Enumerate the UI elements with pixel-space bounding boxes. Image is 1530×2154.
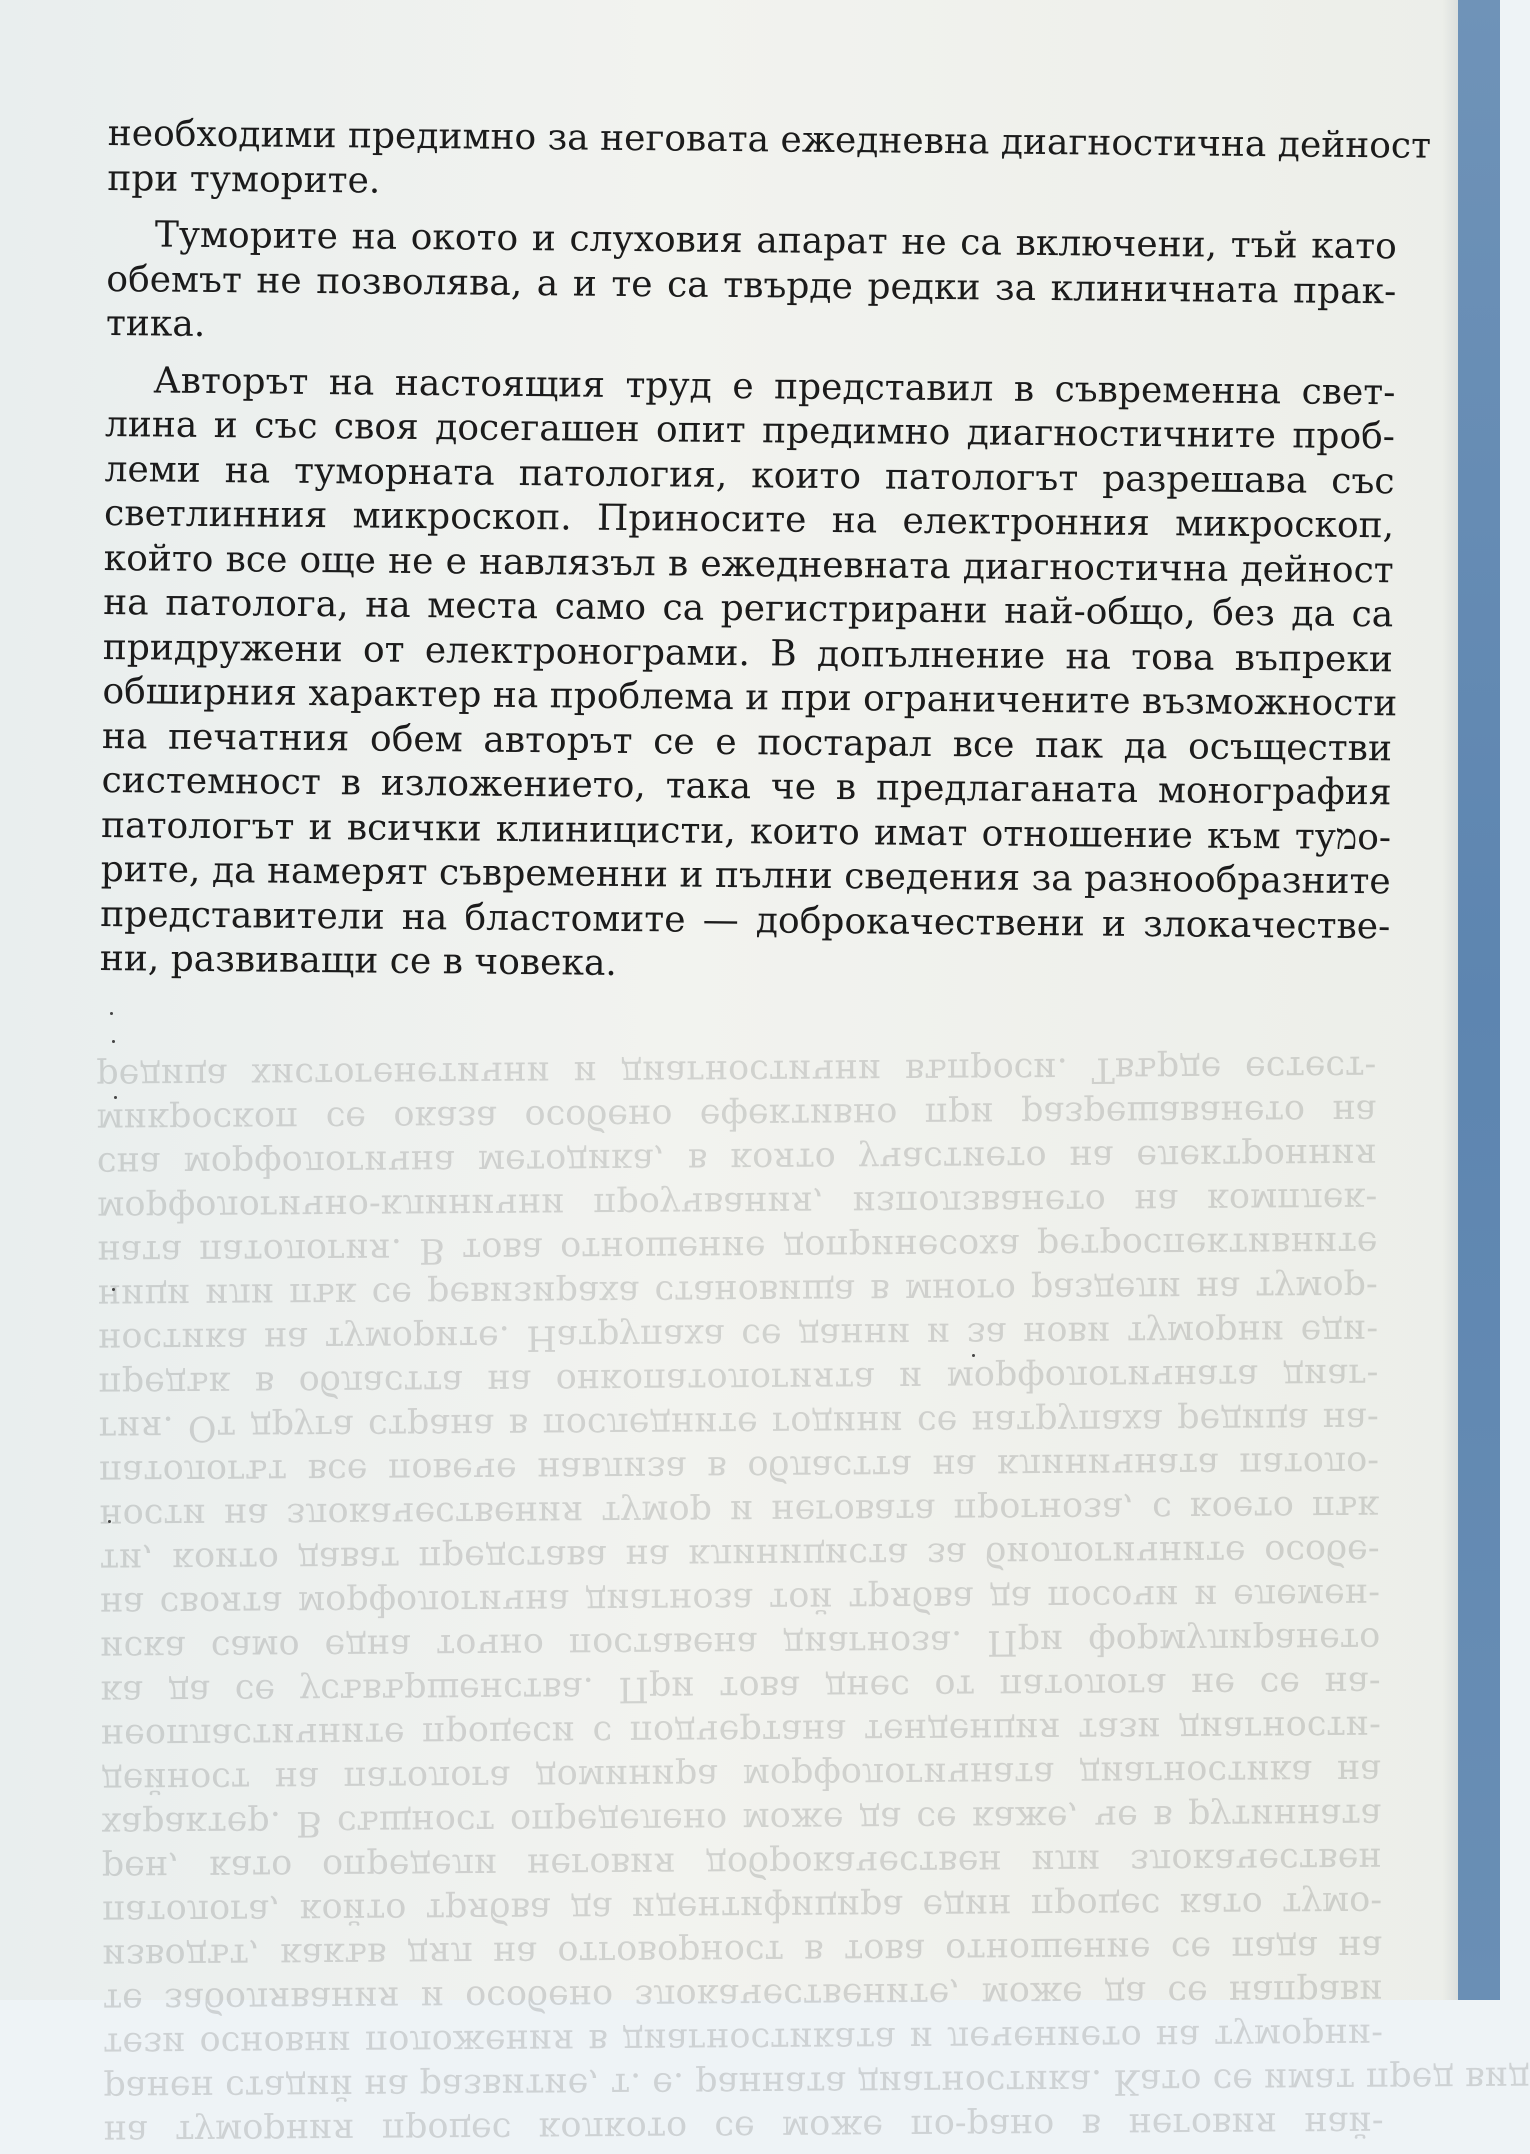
paragraph [100,358,1396,993]
text-line: обемът не позволява, а и те са твърде редки за клиничната прак- [106,258,1397,312]
speck-mark [972,1354,975,1357]
text-line: придружени от електронограми. В допълнение на това въпреки [102,626,1394,680]
text-line: леми на туморната патология, които патологът разрешава със [104,448,1395,502]
text-line: патологът и всички клиницисти, които имат отношение към туמо- [100,804,1392,858]
text-line: при туморите. [107,157,381,202]
text-line: обширния характер на проблема и при ограничените възможности [102,670,1398,725]
text-line: представители на бластомите — доброкачествени и злокачестве- [100,893,1391,947]
text-line: тика. [105,302,206,345]
text-line: на патолога, на места само са регистрирани най-общо, без да са [103,581,1394,636]
speck-mark [112,1040,115,1043]
text-line: рите, да намерят съвременни и пълни сведения за разнообразните [100,848,1391,903]
paragraph [107,112,1432,213]
text-line: Туморите на окото и слуховия апарат не са включени, тъй като [154,214,1397,268]
text-line: Авторът на настоящия труд е представил в съвременна свет- [153,359,1396,413]
text-line: светлинния микроскоп. Приносите на електронния микроскоп, [103,492,1395,547]
text-line: необходими предимно за неговата ежедневна диагностична дейност [107,112,1432,167]
text-line: на печатния обем авторът се е постарал все пак да осъществи [101,715,1393,769]
speck-mark [112,1288,115,1291]
text-line: ни, развиващи се в човека. [99,937,618,984]
text-line: системност в изложението, така че в предлаганата монография [101,759,1392,814]
text-line: който все още не е навлязъл в ежедневната диагностична дейност [103,537,1394,591]
bleed-through-text: на туморния процес колкото се може по-рано в неговия най- ранен стадий на развитие, т. е. ранната диагностика. Като се имат пред вид тези основни положения в диагностиката и лечението на туморни- те заболявания и особено злокачествените, може да се направи изводът, какъв дял на отговорност в това отношение се пада на патолога, който трябва да идентифицира един процес като тумо- рен, като определи неговия доброкачествен или злокачествен характер. В същност определено може да се каже, че в рутинната дейност на патолога доминира морфологичната диагностика на неопластичните процеси с подчертана тенденция тази диагности- ка да се усъвършенства. При това днес от патолога не се на- иска само една точно поставена диагноза. При формулирането на своята морфологична диагноза той трябва да посочи и елемен- ти, които дават представа на клинициста за биологичните особе- ности на злокачествения тумор и неговата прогноза, с което пък патологът все повече навлиза в областта на клиничната патоло- гия. От друга страна в последните години се натрупаха редица на- предък в областта на онкопатологията и морфологичната диаг- ностика на туморите. Натрупаха се данни и за нови туморни еди- ници или пък се ревизираха становища в много раздели на тумор- ната патология. В това отношение допринесоха ретроспективните морфологично-клинични проучвания, използването на комплек- сна морфологична методика, в която участието на електронния микроскоп се оказа особено ефективно при разрешаването на редица хистогенетични и диагностични въпроси. Твърде естест- [96,1047,1530,2153]
speck-mark [108,1520,111,1523]
paragraph [106,213,1397,359]
speck-mark [114,1096,117,1099]
text-line: лина и със своя досегашен опит предимно диагностичните проб- [104,403,1396,458]
speck-mark [110,1012,113,1015]
page-text [99,112,1432,994]
background-edge [1458,0,1500,2000]
